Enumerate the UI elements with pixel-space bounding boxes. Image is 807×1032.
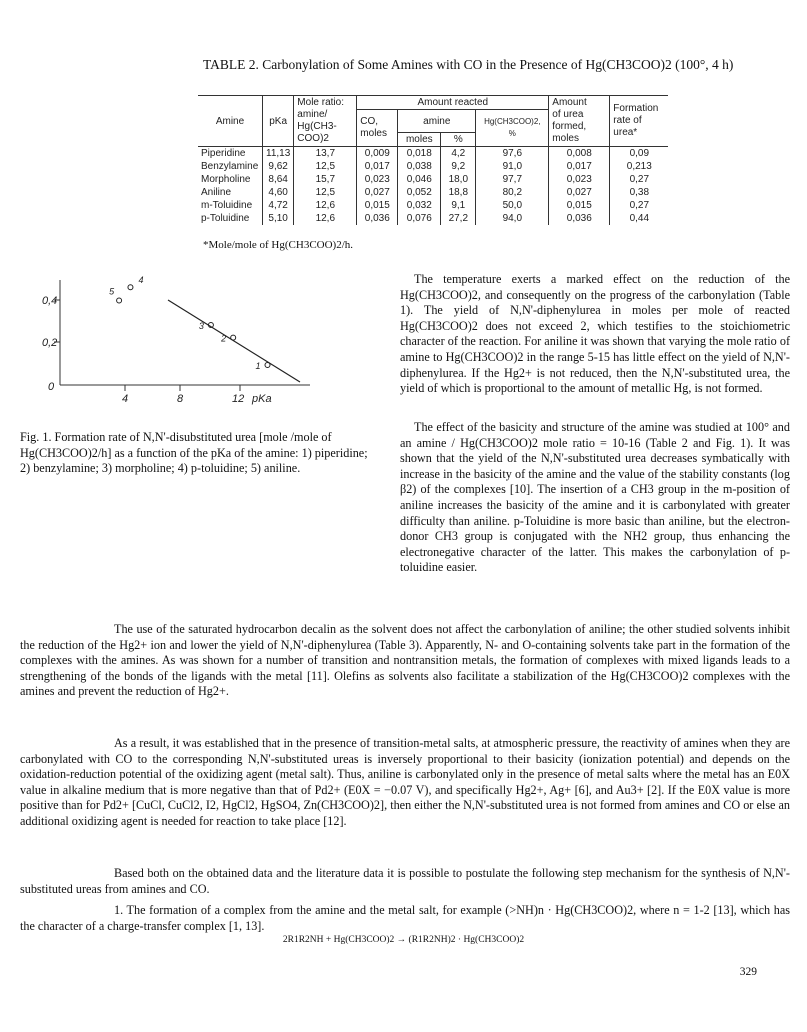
- table-cell-pka: 5,10: [263, 212, 294, 225]
- table-cell-amine: p-Toluidine: [198, 212, 263, 225]
- table-cell-amine-pct: 18,0: [441, 173, 476, 186]
- table-cell-pka: 4,72: [263, 199, 294, 212]
- col-amine: Amine: [198, 96, 263, 147]
- col-pka: pKa: [263, 96, 294, 147]
- data-point-label: 4: [138, 275, 144, 286]
- table-cell-hg: 97,7: [476, 173, 549, 186]
- data-point-label: 3: [198, 321, 204, 331]
- table-row: [198, 212, 668, 225]
- table-cell-amine: Benzylamine: [198, 160, 263, 173]
- table-cell-amine-pct: 9,1: [441, 199, 476, 212]
- table-cell-urea: 0,023: [549, 173, 610, 186]
- page-number: 329: [739, 966, 757, 978]
- x-tick-label: 12: [232, 393, 245, 405]
- table-cell-amine-pct: 18,8: [441, 186, 476, 199]
- table-cell-co: 0,023: [357, 173, 398, 186]
- table-cell-hg: 80,2: [476, 186, 549, 199]
- paragraph-solvents: The use of the saturated hydrocarbon decalin as the solvent does not affect the carbonylation of aniline; the other studied solvents inhibit the reduction of the Hg2+ ion and lower the yield of N,N'-diphenylurea (Table 3). Apparently, N- and O-containing solvents take part in the formation of the complexes with the amines. As was shown for a number of transition and nontransition metals, the formation of complexes with mixed ligands leads to a strengthening of the bonds of the ligands with the metal [11]. Olefins as solvents also facilitate a stabilization of the Hg(CH3COO)2 complexes with the amines and prevent the reduction of Hg2+.: [20, 622, 790, 699]
- x-tick-label: 8: [177, 393, 184, 405]
- col-hg: Hg(CH3COO)2, %: [476, 110, 549, 147]
- table-cell-rate: 0,38: [629, 187, 650, 198]
- table-cell-urea: 0,036: [549, 212, 610, 225]
- data-point-2: [231, 335, 236, 340]
- table-cell-urea: 0,015: [549, 199, 610, 212]
- table-cell-hg: 50,0: [476, 199, 549, 212]
- table-cell-urea: 0,008: [549, 147, 610, 161]
- table-cell-rate: 0,09: [629, 148, 650, 159]
- equation: 2R1R2NH + Hg(CH3COO)2 → (R1R2NH)2 · Hg(CH3COO)2: [282, 935, 525, 945]
- table-cell-hg: 97,6: [476, 147, 549, 161]
- trend-line: [168, 300, 300, 382]
- table-cell-amine-moles: 0,076: [398, 212, 441, 225]
- col-formation-rate: Formation rate of urea*: [613, 103, 659, 138]
- table-cell-amine-moles: 0,018: [398, 147, 441, 161]
- table-cell-co: 0,017: [357, 160, 398, 173]
- paragraph-basicity-start: The effect of the basicity and structure of the amine was studied at 100° and an amine / Hg(CH3COO)2 mole ratio = 10-16 (Table 2 and Fig. 1). It was shown that the yield of the N,N'-substituted urea decreases symbatically with increase in the basicity of the amine and the value of the stability constants (log β2) of the complexes [10]. The insertion of a CH3 group in the m-position of aniline increases the basicity of the amine and it is carbonylated with greater difficulty than aniline. p-Toluidine is more basic than aniline, but the electron-donor CH3 group is conjugated with the NH2 group, thus enhancing the electronegative character of the latter. This makes the carbonylation of p-toluidine easier.: [400, 420, 790, 575]
- data-point-5: [117, 298, 122, 303]
- table-cell-amine-moles: 0,052: [398, 186, 441, 199]
- table-cell-amine-moles: 0,046: [398, 173, 441, 186]
- table-cell-ratio: 12,6: [294, 199, 357, 212]
- table-cell-co: 0,015: [357, 199, 398, 212]
- y-tick-label: 0: [48, 381, 55, 393]
- table-cell-amine: Morpholine: [198, 173, 263, 186]
- table-row: [198, 186, 668, 199]
- y-tick-label: 0,4: [42, 295, 58, 307]
- table-cell-ratio: 12,5: [294, 186, 357, 199]
- table-cell-amine-pct: 27,2: [441, 212, 476, 225]
- col-amount-reacted: Amount reacted: [357, 96, 549, 110]
- table-cell-urea: 0,017: [549, 160, 610, 173]
- table-cell-hg: 94,0: [476, 212, 549, 225]
- data-point-1: [265, 363, 270, 368]
- table-cell-co: 0,027: [357, 186, 398, 199]
- paragraph-step-1: 1. The formation of a complex from the amine and the metal salt, for example (>NH)n · Hg(CH3COO)2, where n = 1-2 [13], which has the character of a charge-transfer complex [1, 13].: [20, 903, 790, 933]
- col-co: CO, moles: [357, 110, 398, 147]
- table-cell-amine: m-Toluidine: [198, 199, 263, 212]
- table-cell-ratio: 12,6: [294, 212, 357, 225]
- x-tick-label: 4: [122, 393, 129, 405]
- paragraph-conclusion: As a result, it was established that in the presence of transition-metal salts, at atmospheric pressure, the reactivity of amines when they are carbonylated with CO to the corresponding N,N'-substituted ureas is inversely proportional to their basicity (ionization potential) and depends on the oxidation-reduction potential of the oxidizing agent (metal salt). Thus, aniline is carbonylated only in the presence of metal salts where the metal has an E0X value in alkaline medium that is more negative than that of Pd2+ (E0X = −0.07 V), and specifically Hg2+, Ag+ [6], and Au3+ [2]. If the E0X value is more positive than for Pd2+ [CuCl, CuCl2, I2, HgCl2, HgSO4, Zn(CH3COO)2], then either the N,N'-substituted urea is not formed from amines and CO or else an additional oxidizing agent is needed for reaction to take place [12].: [20, 736, 790, 828]
- table-cell-pka: 9,62: [263, 160, 294, 173]
- table-cell-amine-pct: 4,2: [441, 147, 476, 161]
- table-row: [198, 199, 668, 212]
- table-cell-amine-pct: 9,2: [441, 160, 476, 173]
- table-row: [198, 173, 668, 186]
- table-cell-rate: 0,27: [629, 200, 650, 211]
- table-row: [198, 160, 668, 173]
- table-cell-rate: 0,213: [626, 161, 652, 172]
- col-amine-pct: %: [441, 133, 476, 147]
- table-row: [198, 147, 668, 161]
- table-cell-ratio: 15,7: [294, 173, 357, 186]
- figure-caption: Fig. 1. Formation rate of N,N'-disubstituted urea [mole /mole of Hg(CH3COO)2/h] as a function of the pKa of the amine: 1) piperidine; 2) benzylamine; 3) morpholine; 4) p-toluidine; 5) aniline.: [20, 430, 368, 476]
- data-point-label: 1: [255, 361, 261, 371]
- table-cell-co: 0,036: [357, 212, 398, 225]
- data-point-label: 5: [109, 286, 115, 297]
- col-amine-sub: amine: [398, 110, 476, 133]
- figure-1-chart: [20, 270, 390, 415]
- table-body: [198, 147, 668, 226]
- table-cell-co: 0,009: [357, 147, 398, 161]
- table-cell-pka: 8,64: [263, 173, 294, 186]
- table-cell-amine-moles: 0,038: [398, 160, 441, 173]
- paragraph-temperature: The temperature exerts a marked effect on the reduction of the Hg(CH3COO)2, and consequently on the progress of the carbonylation (Table 1). The yield of N,N'-diphenylurea in moles per mole of reacted Hg(CH3COO)2 does not exceed 2, which testifies to the stoichiometric character of the reaction. For aniline it was shown that varying the mole ratio of amine to Hg(CH3COO)2 in the range 5-15 has little effect on the yield of N,N'-diphenylurea. If the Hg2+ is not reduced, then the N,N'-substituted urea, the yield of which is proportional to the amount of metallic Hg, is not formed.: [400, 272, 790, 396]
- y-tick-label: 0,2: [42, 337, 58, 349]
- table-cell-rate: 0,44: [629, 213, 650, 224]
- table-cell-amine: Piperidine: [198, 147, 263, 161]
- table-cell-amine: Aniline: [198, 186, 263, 199]
- data-point-label: 2: [221, 333, 227, 344]
- col-mole-ratio: Mole ratio: amine/ Hg(CH3- COO)2: [294, 96, 357, 147]
- data-points: [109, 275, 270, 371]
- x-axis-label: pKa: [252, 393, 272, 405]
- col-amine-moles: moles: [398, 133, 441, 147]
- table-cell-amine-moles: 0,032: [398, 199, 441, 212]
- table-caption: TABLE 2. Carbonylation of Some Amines with CO in the Presence of Hg(CH3COO)2 (100°, 4 h): [203, 57, 734, 72]
- table-2: [198, 95, 668, 225]
- table-cell-ratio: 13,7: [294, 147, 357, 161]
- table-cell-ratio: 12,5: [294, 160, 357, 173]
- col-urea-amount: Amount of urea formed, moles: [549, 96, 610, 147]
- paragraph-mechanism: Based both on the obtained data and the literature data it is possible to postulate the following step mechanism for the synthesis of N,N'-substituted ureas from amines and CO.: [20, 866, 790, 896]
- table-footnote: *Mole/mole of Hg(CH3COO)2/h.: [203, 239, 354, 251]
- table-cell-urea: 0,027: [549, 186, 610, 199]
- table-cell-pka: 4,60: [263, 186, 294, 199]
- data-point-4: [128, 285, 133, 290]
- table-cell-hg: 91,0: [476, 160, 549, 173]
- table-cell-pka: 11,13: [263, 147, 294, 161]
- table-cell-rate: 0,27: [629, 174, 650, 185]
